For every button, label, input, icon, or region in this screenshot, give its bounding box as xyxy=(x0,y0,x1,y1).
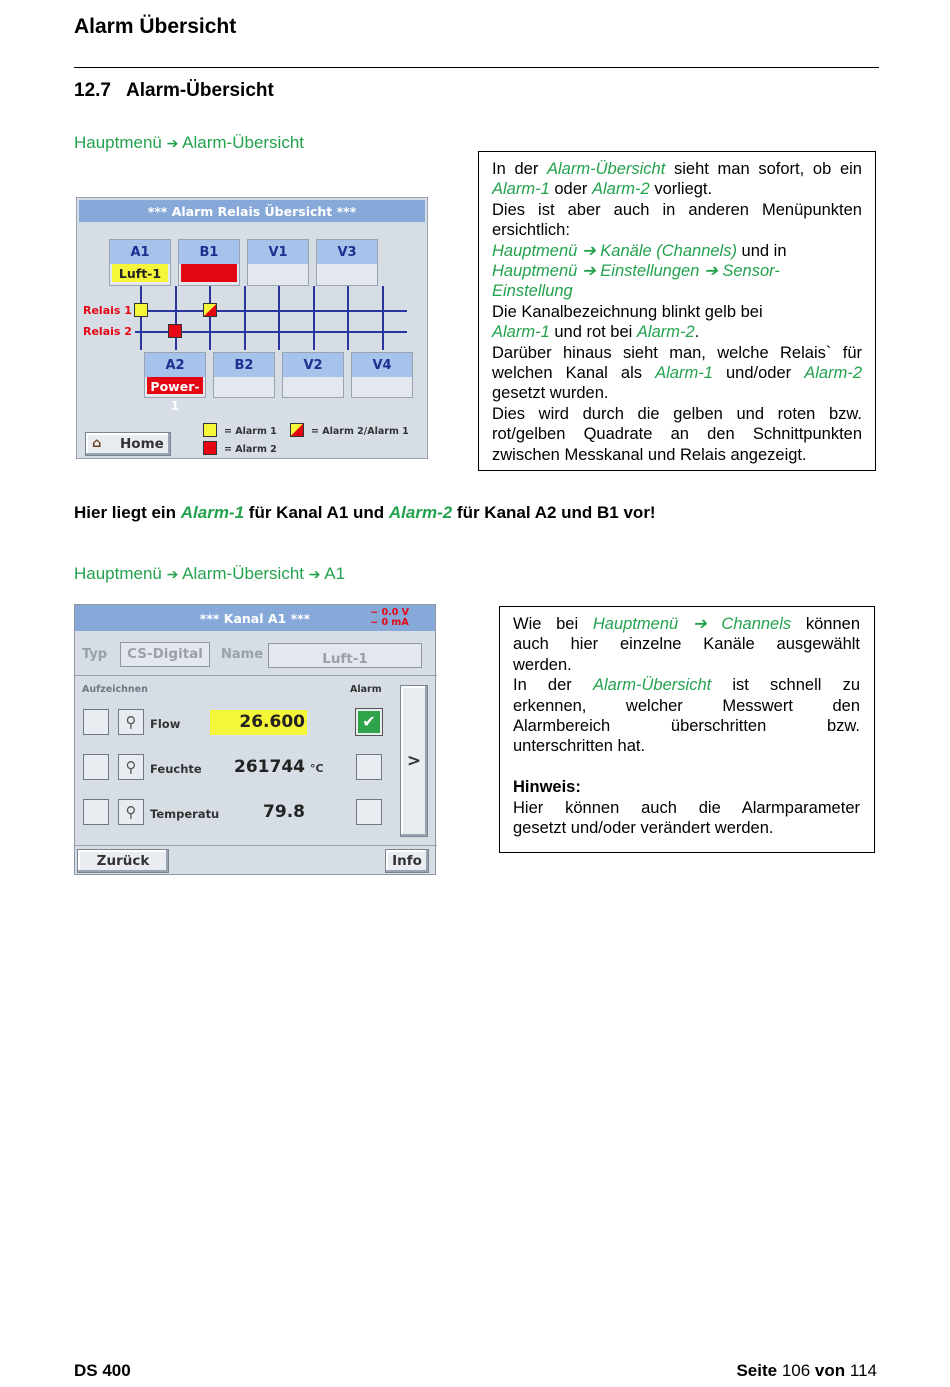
channel-b1-alarm-fill xyxy=(181,264,237,282)
legend-alarm2-swatch xyxy=(203,441,217,455)
channel-line xyxy=(347,286,349,350)
box1-line: Alarm-1 und rot bei Alarm-2. xyxy=(492,323,700,342)
alarm2-marker-a2-relay2 xyxy=(168,324,182,338)
box1-line: ersichtlich: xyxy=(492,221,570,240)
box1-line: zwischen Messkanal und Relais angezeigt. xyxy=(492,445,807,464)
footer-page: Seite 106 von 114 xyxy=(736,1361,877,1380)
alarm-checkbox-feuchte[interactable] xyxy=(356,754,382,780)
channel-line xyxy=(278,286,280,350)
screen2-title xyxy=(75,605,435,631)
legend-alarm2: = Alarm 2 xyxy=(224,444,277,455)
channel-a2-name: A2 xyxy=(145,353,205,377)
box2-line: Alarmbereich überschritten bzw. xyxy=(513,717,860,736)
record-checkbox-feuchte[interactable] xyxy=(83,754,109,780)
info-box-1 xyxy=(478,151,876,471)
back-button[interactable]: Zurück xyxy=(77,849,169,873)
channel-a1-name: A1 xyxy=(110,240,170,264)
row-label-temperatur: Temperatu xyxy=(150,807,220,821)
nav-path-2 xyxy=(74,564,345,584)
typ-field[interactable]: CS-Digital xyxy=(120,642,210,667)
channel-detail-screen xyxy=(74,604,436,875)
box1-line: Die Kanalbezeichnung blinkt gelb bei xyxy=(492,302,763,321)
wrench-icon[interactable]: ⚲ xyxy=(118,799,144,825)
channel-v1-name: V1 xyxy=(248,240,308,264)
nav1-target: Alarm-Übersicht xyxy=(182,133,305,152)
nav-path-1 xyxy=(74,133,304,153)
box1-line: rot/gelben Quadrate an den Schnittpunkten xyxy=(492,425,862,444)
section-heading xyxy=(74,80,274,102)
nav1-main: Hauptmenü xyxy=(74,133,162,152)
name-field[interactable]: Luft-1 xyxy=(268,643,422,668)
box2-line: unterschritten hat. xyxy=(513,737,646,756)
channel-b2[interactable] xyxy=(213,352,275,398)
alarm-both-marker-b1-relay1 xyxy=(203,303,217,317)
record-checkbox-temperatur[interactable] xyxy=(83,799,109,825)
signal-readout: ~ 0.0 V ~ 0 mA xyxy=(370,607,409,628)
row-value-flow: 26.600 xyxy=(239,712,305,732)
home-icon: ⌂ xyxy=(92,436,102,451)
channel-b2-name: B2 xyxy=(214,353,274,377)
next-button[interactable]: > xyxy=(400,685,428,837)
section-number: 12.7 xyxy=(74,80,111,101)
arrow-icon: ➔ xyxy=(308,566,321,582)
record-checkbox-flow[interactable] xyxy=(83,709,109,735)
info-button[interactable]: Info xyxy=(385,849,429,873)
box1-line: In der Alarm-Übersicht sieht man sofort, ob ein xyxy=(492,160,862,178)
page-header: Alarm Übersicht xyxy=(74,15,237,38)
typ-label: Typ xyxy=(82,647,108,662)
alarm-relay-screen xyxy=(76,197,428,459)
arrow-icon: ➔ xyxy=(166,135,179,151)
box1-line: Hauptmenü ➔ Einstellungen ➔ Sensor- xyxy=(492,262,780,281)
channel-line xyxy=(382,286,384,350)
alarm-checkbox-flow[interactable]: ✔ xyxy=(356,709,382,735)
header-divider xyxy=(74,67,879,68)
channel-v3-name: V3 xyxy=(317,240,377,264)
box1-line: Dies ist aber auch in anderen Menüpunkten xyxy=(492,200,862,219)
divider xyxy=(75,675,437,676)
box1-line: Darüber hinaus sieht man, welche Relais` für xyxy=(492,343,862,362)
footer-product: DS 400 xyxy=(74,1361,131,1380)
row-unit-feuchte: °C xyxy=(310,762,324,775)
screen2-title-text: *** Kanal A1 *** xyxy=(199,611,311,626)
channel-a1-sensor: Luft-1 xyxy=(112,264,168,282)
box1-line: Dies wird durch die gelben und roten bzw. xyxy=(492,404,862,423)
arrow-icon: ➔ xyxy=(166,566,179,582)
box1-line: gesetzt wurden. xyxy=(492,384,609,403)
channel-a2-sensor: Power-1 xyxy=(147,377,203,394)
name-label: Name xyxy=(221,647,264,662)
section-title: Alarm-Übersicht xyxy=(126,80,274,101)
box1-line: welchen Kanal als Alarm-1 und/oder Alarm-2 xyxy=(492,364,862,383)
legend-both-swatch xyxy=(290,423,304,437)
alarm1-marker-a1-relay1 xyxy=(134,303,148,317)
box2-line: gesetzt und/oder verändert werden. xyxy=(513,819,774,838)
alarm-checkbox-temperatur[interactable] xyxy=(356,799,382,825)
row-value-temperatur: 79.8 xyxy=(263,802,305,822)
legend-alarm1-swatch xyxy=(203,423,217,437)
channel-line xyxy=(313,286,315,350)
box2-line: In der Alarm-Übersicht ist schnell zu xyxy=(513,676,860,695)
box2-spacer xyxy=(513,757,860,777)
channel-b1-name: B1 xyxy=(179,240,239,264)
channel-v1[interactable] xyxy=(247,239,309,286)
channel-v2-name: V2 xyxy=(283,353,343,377)
nav2-target: A1 xyxy=(324,564,346,583)
channel-line xyxy=(140,286,142,350)
divider xyxy=(75,845,437,846)
channel-a1[interactable] xyxy=(109,239,171,286)
screen-title: *** Alarm Relais Übersicht *** xyxy=(79,200,425,222)
wrench-icon[interactable]: ⚲ xyxy=(118,709,144,735)
box2-line: Hier können auch die Alarmparameter xyxy=(513,798,860,817)
box2-line: werden. xyxy=(513,655,572,674)
box2-line: auch hier einzelne Kanäle ausgewählt xyxy=(513,635,860,654)
channel-line xyxy=(175,286,177,350)
box1-line: Alarm-1 oder Alarm-2 vorliegt. xyxy=(492,180,713,199)
info-box-2 xyxy=(499,606,875,853)
home-label: Home xyxy=(120,436,164,452)
relay1-label: Relais 1 xyxy=(83,304,132,317)
row-value-feuchte: 261744 xyxy=(234,757,305,777)
channel-v4-name: V4 xyxy=(352,353,412,377)
alarm-header: Alarm xyxy=(350,684,382,695)
box1-line: Einstellung xyxy=(492,282,573,301)
box2-line: erkennen, welcher Messwert den xyxy=(513,696,860,715)
legend-both: = Alarm 2/Alarm 1 xyxy=(311,426,409,437)
record-header: Aufzeichnen xyxy=(82,684,148,695)
channel-b1[interactable] xyxy=(178,239,240,286)
hint-title: Hinweis: xyxy=(513,778,581,797)
row-label-feuchte: Feuchte xyxy=(150,762,202,776)
nav2-sub: Alarm-Übersicht xyxy=(182,564,305,583)
box1-line: Hauptmenü ➔ Kanäle (Channels) und in xyxy=(492,241,787,260)
channel-v2[interactable] xyxy=(282,352,344,398)
row-label-flow: Flow xyxy=(150,717,181,731)
home-button[interactable] xyxy=(85,432,171,456)
channel-a2[interactable] xyxy=(144,352,206,413)
alarm-summary: Hier liegt ein Alarm-1 für Kanal A1 und Alarm-2 für Kanal A2 und B1 vor! xyxy=(74,503,656,522)
legend-alarm1: = Alarm 1 xyxy=(224,426,277,437)
channel-v3[interactable] xyxy=(316,239,378,286)
channel-line xyxy=(209,286,211,350)
box2-line: Wie bei Hauptmenü ➔ Channels können xyxy=(513,615,861,633)
channel-line xyxy=(244,286,246,350)
wrench-icon[interactable]: ⚲ xyxy=(118,754,144,780)
relay2-label: Relais 2 xyxy=(83,325,132,338)
channel-v4[interactable] xyxy=(351,352,413,398)
nav2-main: Hauptmenü xyxy=(74,564,162,583)
